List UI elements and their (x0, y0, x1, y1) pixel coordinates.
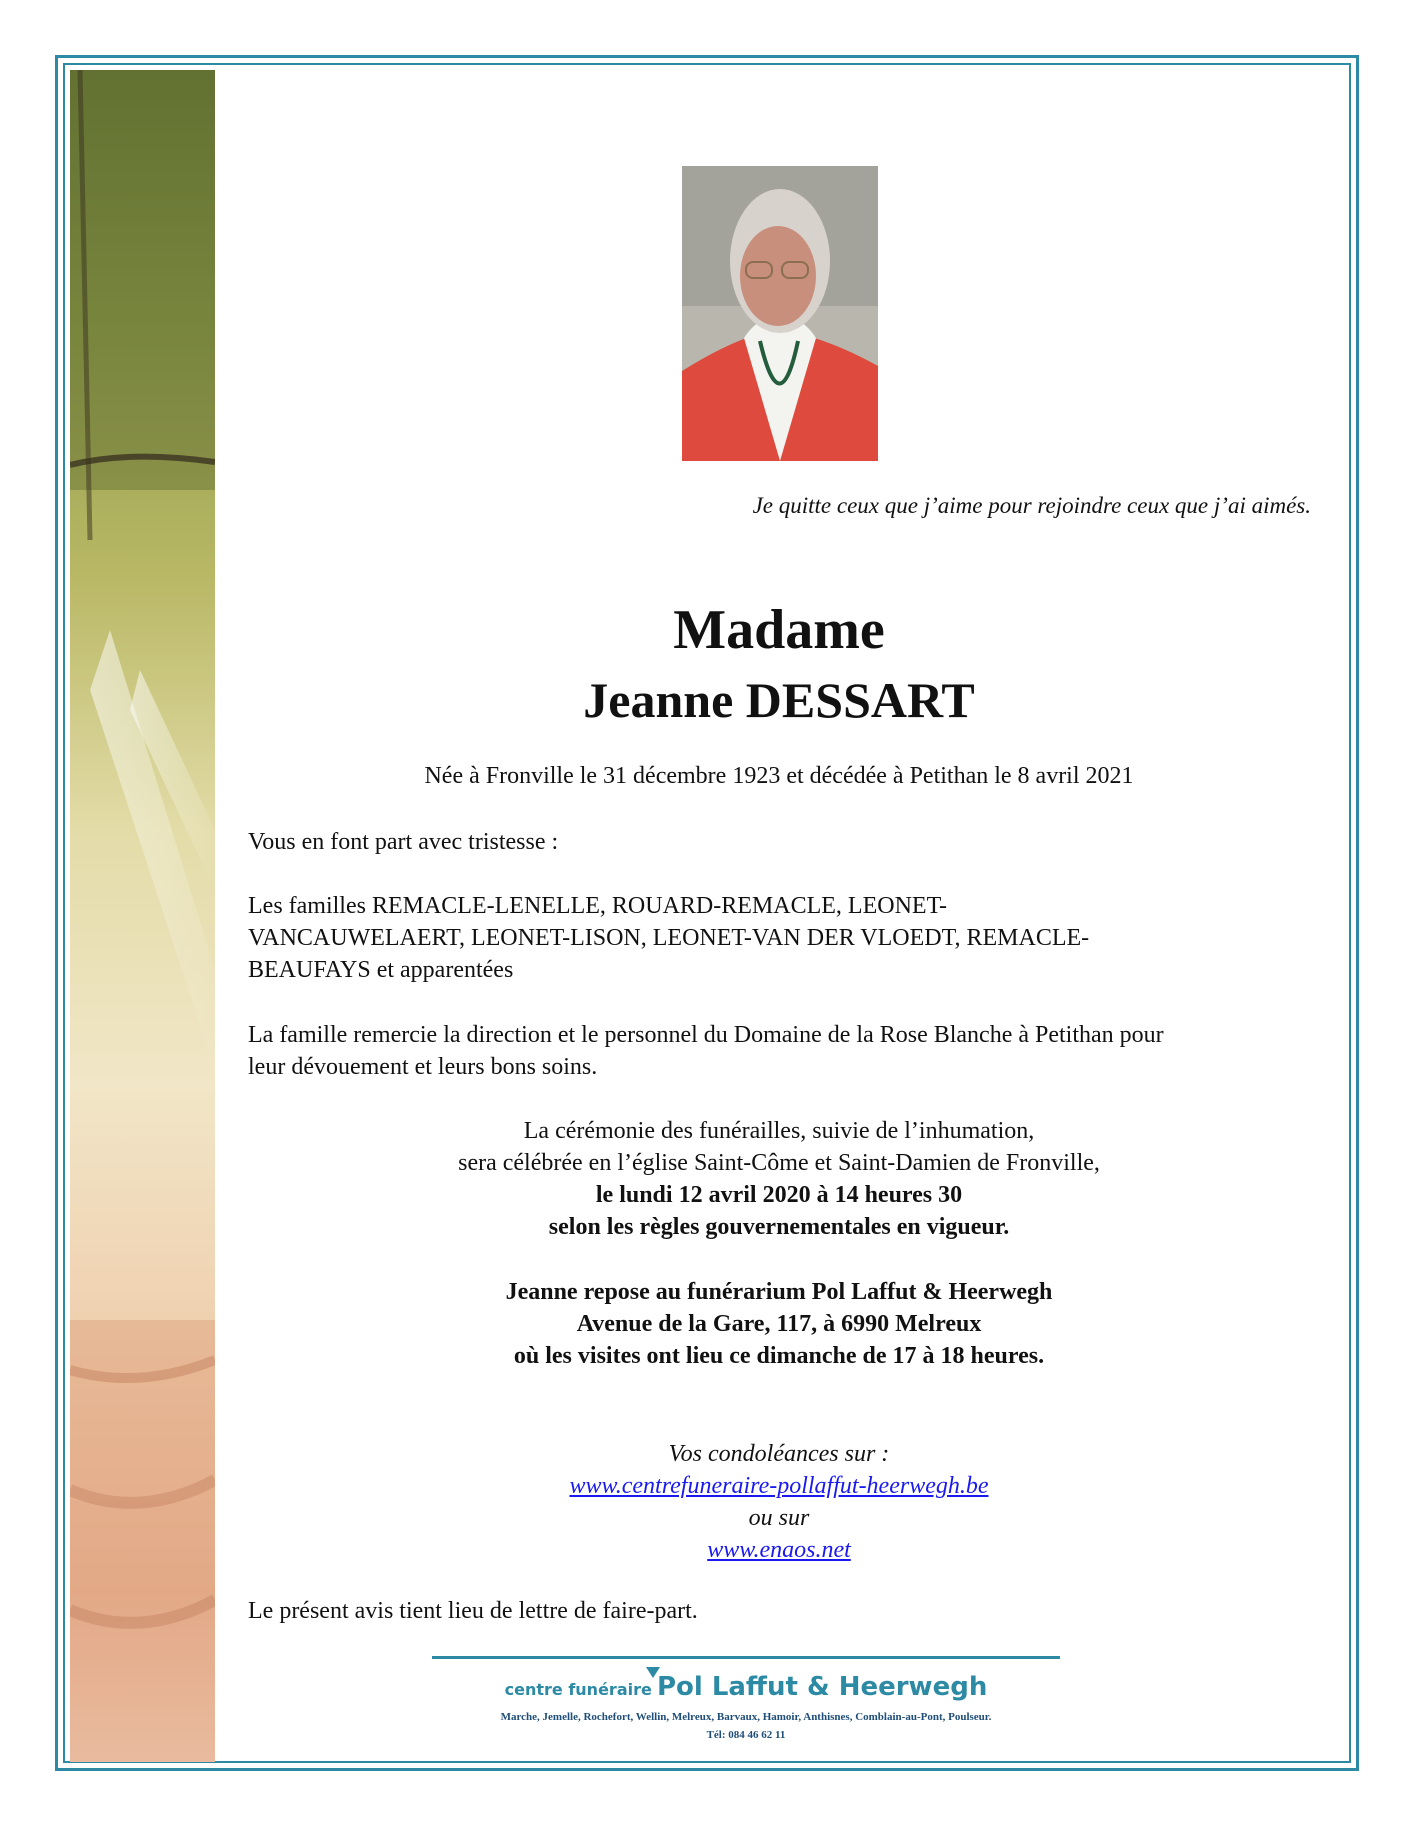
condolences-link-funeral-home[interactable]: www.centrefuneraire-pollaffut-heerwegh.be (569, 1473, 989, 1499)
ceremony-rules: selon les règles gouvernementales en vigueur. (548, 1214, 1010, 1240)
condolences-or: ou sur (748, 1505, 810, 1531)
condolences-label: Vos condoléances sur : (668, 1441, 890, 1467)
footer-logo (432, 1672, 1060, 1702)
families-line: VANCAUWELAERT, LEONET-LISON, LEONET-VAN DER VLOEDT, REMACLE- (248, 925, 1090, 951)
families-line: Les familles REMACLE-LENELLE, ROUARD-REMACLE, LEONET- (248, 893, 948, 919)
deceased-name: Jeanne DESSART (583, 672, 975, 728)
ceremony-line: sera célébrée en l’église Saint-Côme et Saint-Damien de Fronville, (458, 1150, 1100, 1176)
visitation-address: Avenue de la Gare, 117, à 6990 Melreux (576, 1311, 982, 1337)
footer-phone: Tél: 084 46 62 11 (706, 1729, 786, 1741)
thanks-line: La famille remercie la direction et le personnel du Domaine de la Rose Blanche à Petithan pour (248, 1022, 1164, 1048)
notice-line: Le présent avis tient lieu de lettre de faire-part. (248, 1598, 698, 1624)
thanks-line: leur dévouement et leurs bons soins. (248, 1054, 598, 1080)
honorific-title: Madame (673, 599, 885, 661)
forest-path-image (70, 70, 215, 1762)
intro-line: Vous en font part avec tristesse : (248, 829, 559, 855)
portrait-photo (682, 166, 878, 461)
visitation-hours: où les visites ont lieu ce dimanche de 17 à 18 heures. (513, 1343, 1045, 1369)
ceremony-line: La cérémonie des funérailles, suivie de l’inhumation, (523, 1118, 1035, 1144)
footer-brand-name: Pol Laffut & Heerwegh (656, 1672, 988, 1702)
footer-towns: Marche, Jemelle, Rochefort, Wellin, Melreux, Barvaux, Hamoir, Anthisnes, Comblain-au-Pont, Poulseur. (500, 1711, 992, 1723)
condolences-link-enaos[interactable]: www.enaos.net (707, 1537, 851, 1563)
visitation-line: Jeanne repose au funérarium Pol Laffut & Heerwegh (505, 1279, 1053, 1305)
ceremony-date: le lundi 12 avril 2020 à 14 heures 30 (595, 1182, 963, 1208)
birth-death-line: Née à Fronville le 31 décembre 1923 et décédée à Petithan le 8 avril 2021 (424, 763, 1134, 789)
families-line: BEAUFAYS et apparentées (248, 957, 514, 983)
epitaph-quote: Je quitte ceux que j’aime pour rejoindre ceux que j’ai aimés. (752, 493, 1311, 518)
footer-brand-small: centre funéraire (504, 1680, 652, 1699)
footer-divider (432, 1656, 1060, 1659)
